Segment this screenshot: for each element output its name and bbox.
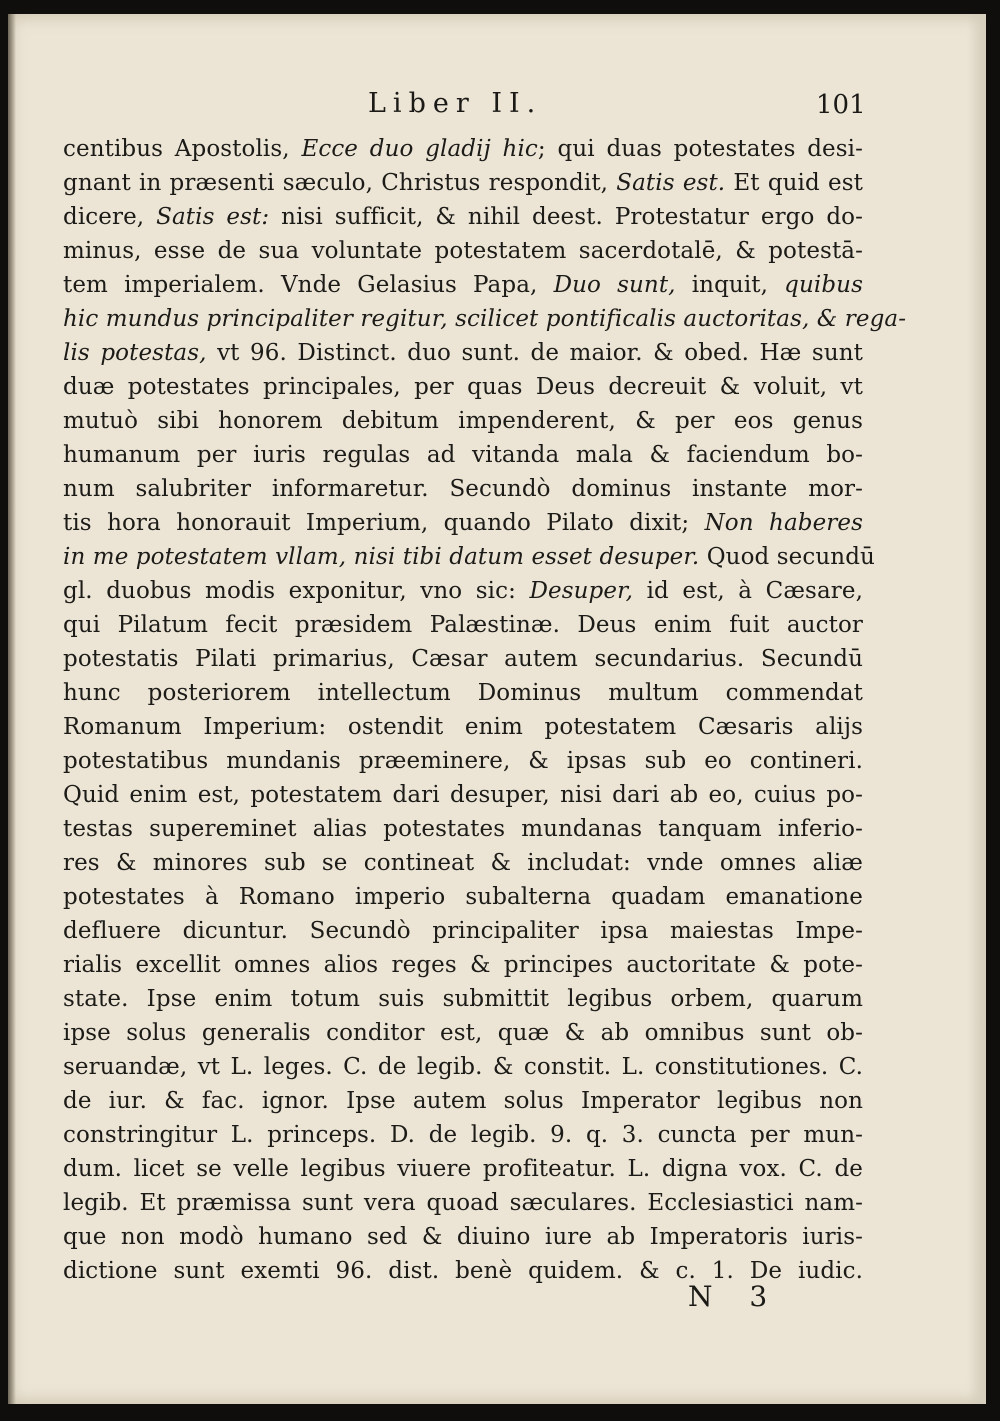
book-page [8, 14, 986, 1404]
text-line [63, 574, 863, 608]
roman-text: rialis excellit omnes alios reges & principes auctoritate & pote- [63, 952, 863, 978]
roman-text: mutuò sibi honorem debitum impenderent, & per eos genus [63, 408, 863, 434]
text-line [63, 472, 863, 506]
roman-text: testas supereminet alias potestates mundanas tanquam inferio- [63, 816, 863, 842]
roman-text: seruandæ, vt L. leges. C. de legib. & constit. L. constitutiones. C. [63, 1054, 863, 1080]
roman-text: Quod secundū [699, 544, 875, 570]
roman-text: inquit, [675, 272, 785, 298]
text-line [63, 1186, 863, 1220]
roman-text: dictione sunt exemti 96. dist. benè quidem. & c. 1. De iudic. [63, 1258, 863, 1284]
roman-text: tis hora honorauit Imperium, quando Pilato dixit; [63, 510, 705, 536]
roman-text: ipse solus generalis conditor est, quæ & ab omnibus sunt ob- [63, 1020, 863, 1046]
text-line [63, 710, 863, 744]
text-line [63, 948, 863, 982]
text-line [63, 982, 863, 1016]
text-line [63, 540, 875, 574]
text-line [63, 1050, 863, 1084]
italic-text: Satis est: [156, 204, 270, 230]
text-line [63, 676, 863, 710]
italic-text: Ecce duo gladij hic [301, 136, 538, 162]
text-line [63, 778, 863, 812]
roman-text: num salubriter informaretur. Secundò dominus instante mor- [63, 476, 863, 502]
text-line [63, 880, 863, 914]
roman-text: vt 96. Distinct. duo sunt. de maior. & obed. Hæ sunt [206, 340, 863, 366]
italic-text: quibus [784, 272, 863, 298]
text-line [63, 1084, 863, 1118]
text-line [63, 1118, 863, 1152]
roman-text: Romanum Imperium: ostendit enim potestatem Cæsaris alijs [63, 714, 863, 740]
running-head: Liber II. [368, 88, 543, 119]
roman-text: constringitur L. princeps. D. de legib. 9. q. 3. cuncta per mun- [63, 1122, 863, 1148]
roman-text: qui Pilatum fecit præsidem Palæstinæ. Deus enim fuit auctor [63, 612, 863, 638]
text-line [63, 812, 863, 846]
text-line [63, 914, 863, 948]
roman-text: potestates à Romano imperio subalterna quadam emanatione [63, 884, 863, 910]
italic-text: Duo sunt, [553, 272, 676, 298]
roman-text: dicere, [63, 204, 157, 230]
roman-text: state. Ipse enim totum suis submittit legibus orbem, quarum [63, 986, 863, 1012]
italic-text: hic mundus principaliter regitur, scilicet pontificalis auctoritas, & rega- [63, 306, 907, 332]
italic-text: lis potestas, [63, 340, 207, 366]
roman-text: duæ potestates principales, per quas Deus decreuit & voluit, vt [63, 374, 863, 400]
roman-text: ; qui duas potestates desi- [537, 136, 864, 162]
text-line [63, 132, 863, 166]
roman-text: tem imperialem. Vnde Gelasius Papa, [63, 272, 554, 298]
page-number: 101 [816, 90, 866, 120]
text-line [63, 200, 863, 234]
italic-text: Desuper, [529, 578, 634, 604]
roman-text: centibus Apostolis, [63, 136, 302, 162]
roman-text: id est, à Cæsare, [633, 578, 863, 604]
text-line [63, 438, 863, 472]
roman-text: Quid enim est, potestatem dari desuper, nisi dari ab eo, cuius po- [63, 782, 863, 808]
text-line [63, 608, 863, 642]
body-text [63, 132, 907, 1288]
roman-text: dum. licet se velle legibus viuere profiteatur. L. digna vox. C. de [63, 1156, 863, 1182]
roman-text: res & minores sub se contineat & includat: vnde omnes aliæ [63, 850, 863, 876]
text-line [63, 506, 863, 540]
roman-text: defluere dicuntur. Secundò principaliter ipsa maiestas Impe- [63, 918, 863, 944]
text-line [63, 302, 907, 336]
roman-text: Et quid est [725, 170, 863, 196]
roman-text: legib. Et præmissa sunt vera quoad sæculares. Ecclesiastici nam- [63, 1190, 863, 1216]
roman-text: gnant in præsenti sæculo, Christus respondit, [63, 170, 617, 196]
text-line [63, 234, 863, 268]
roman-text: potestatibus mundanis præeminere, & ipsas sub eo contineri. [63, 748, 863, 774]
text-line [63, 166, 863, 200]
text-line [63, 336, 863, 370]
text-line [63, 846, 863, 880]
text-line [63, 744, 863, 778]
roman-text: potestatis Pilati primarius, Cæsar autem secundarius. Secundū [63, 646, 863, 672]
roman-text: hunc posteriorem intellectum Dominus multum commendat [63, 680, 863, 706]
text-line [63, 1152, 863, 1186]
italic-text: in me potestatem vllam, nisi tibi datum esset desuper. [63, 544, 700, 570]
roman-text: nisi sufficit, & nihil deest. Protestatur ergo do- [269, 204, 863, 230]
roman-text: que non modò humano sed & diuino iure ab Imperatoris iuris- [63, 1224, 863, 1250]
text-line [63, 404, 863, 438]
italic-text: Satis est. [616, 170, 726, 196]
italic-text: Non haberes [704, 510, 863, 536]
text-line [63, 1220, 863, 1254]
roman-text: humanum per iuris regulas ad vitanda mala & faciendum bo- [63, 442, 863, 468]
signature-mark: N 3 [688, 1280, 782, 1313]
text-line [63, 370, 863, 404]
text-line [63, 642, 863, 676]
text-line [63, 1016, 863, 1050]
roman-text: minus, esse de sua voluntate potestatem sacerdotalē, & potestā- [63, 238, 863, 264]
roman-text: gl. duobus modis exponitur, vno sic: [63, 578, 530, 604]
roman-text: de iur. & fac. ignor. Ipse autem solus Imperator legibus non [63, 1088, 863, 1114]
text-line [63, 268, 863, 302]
